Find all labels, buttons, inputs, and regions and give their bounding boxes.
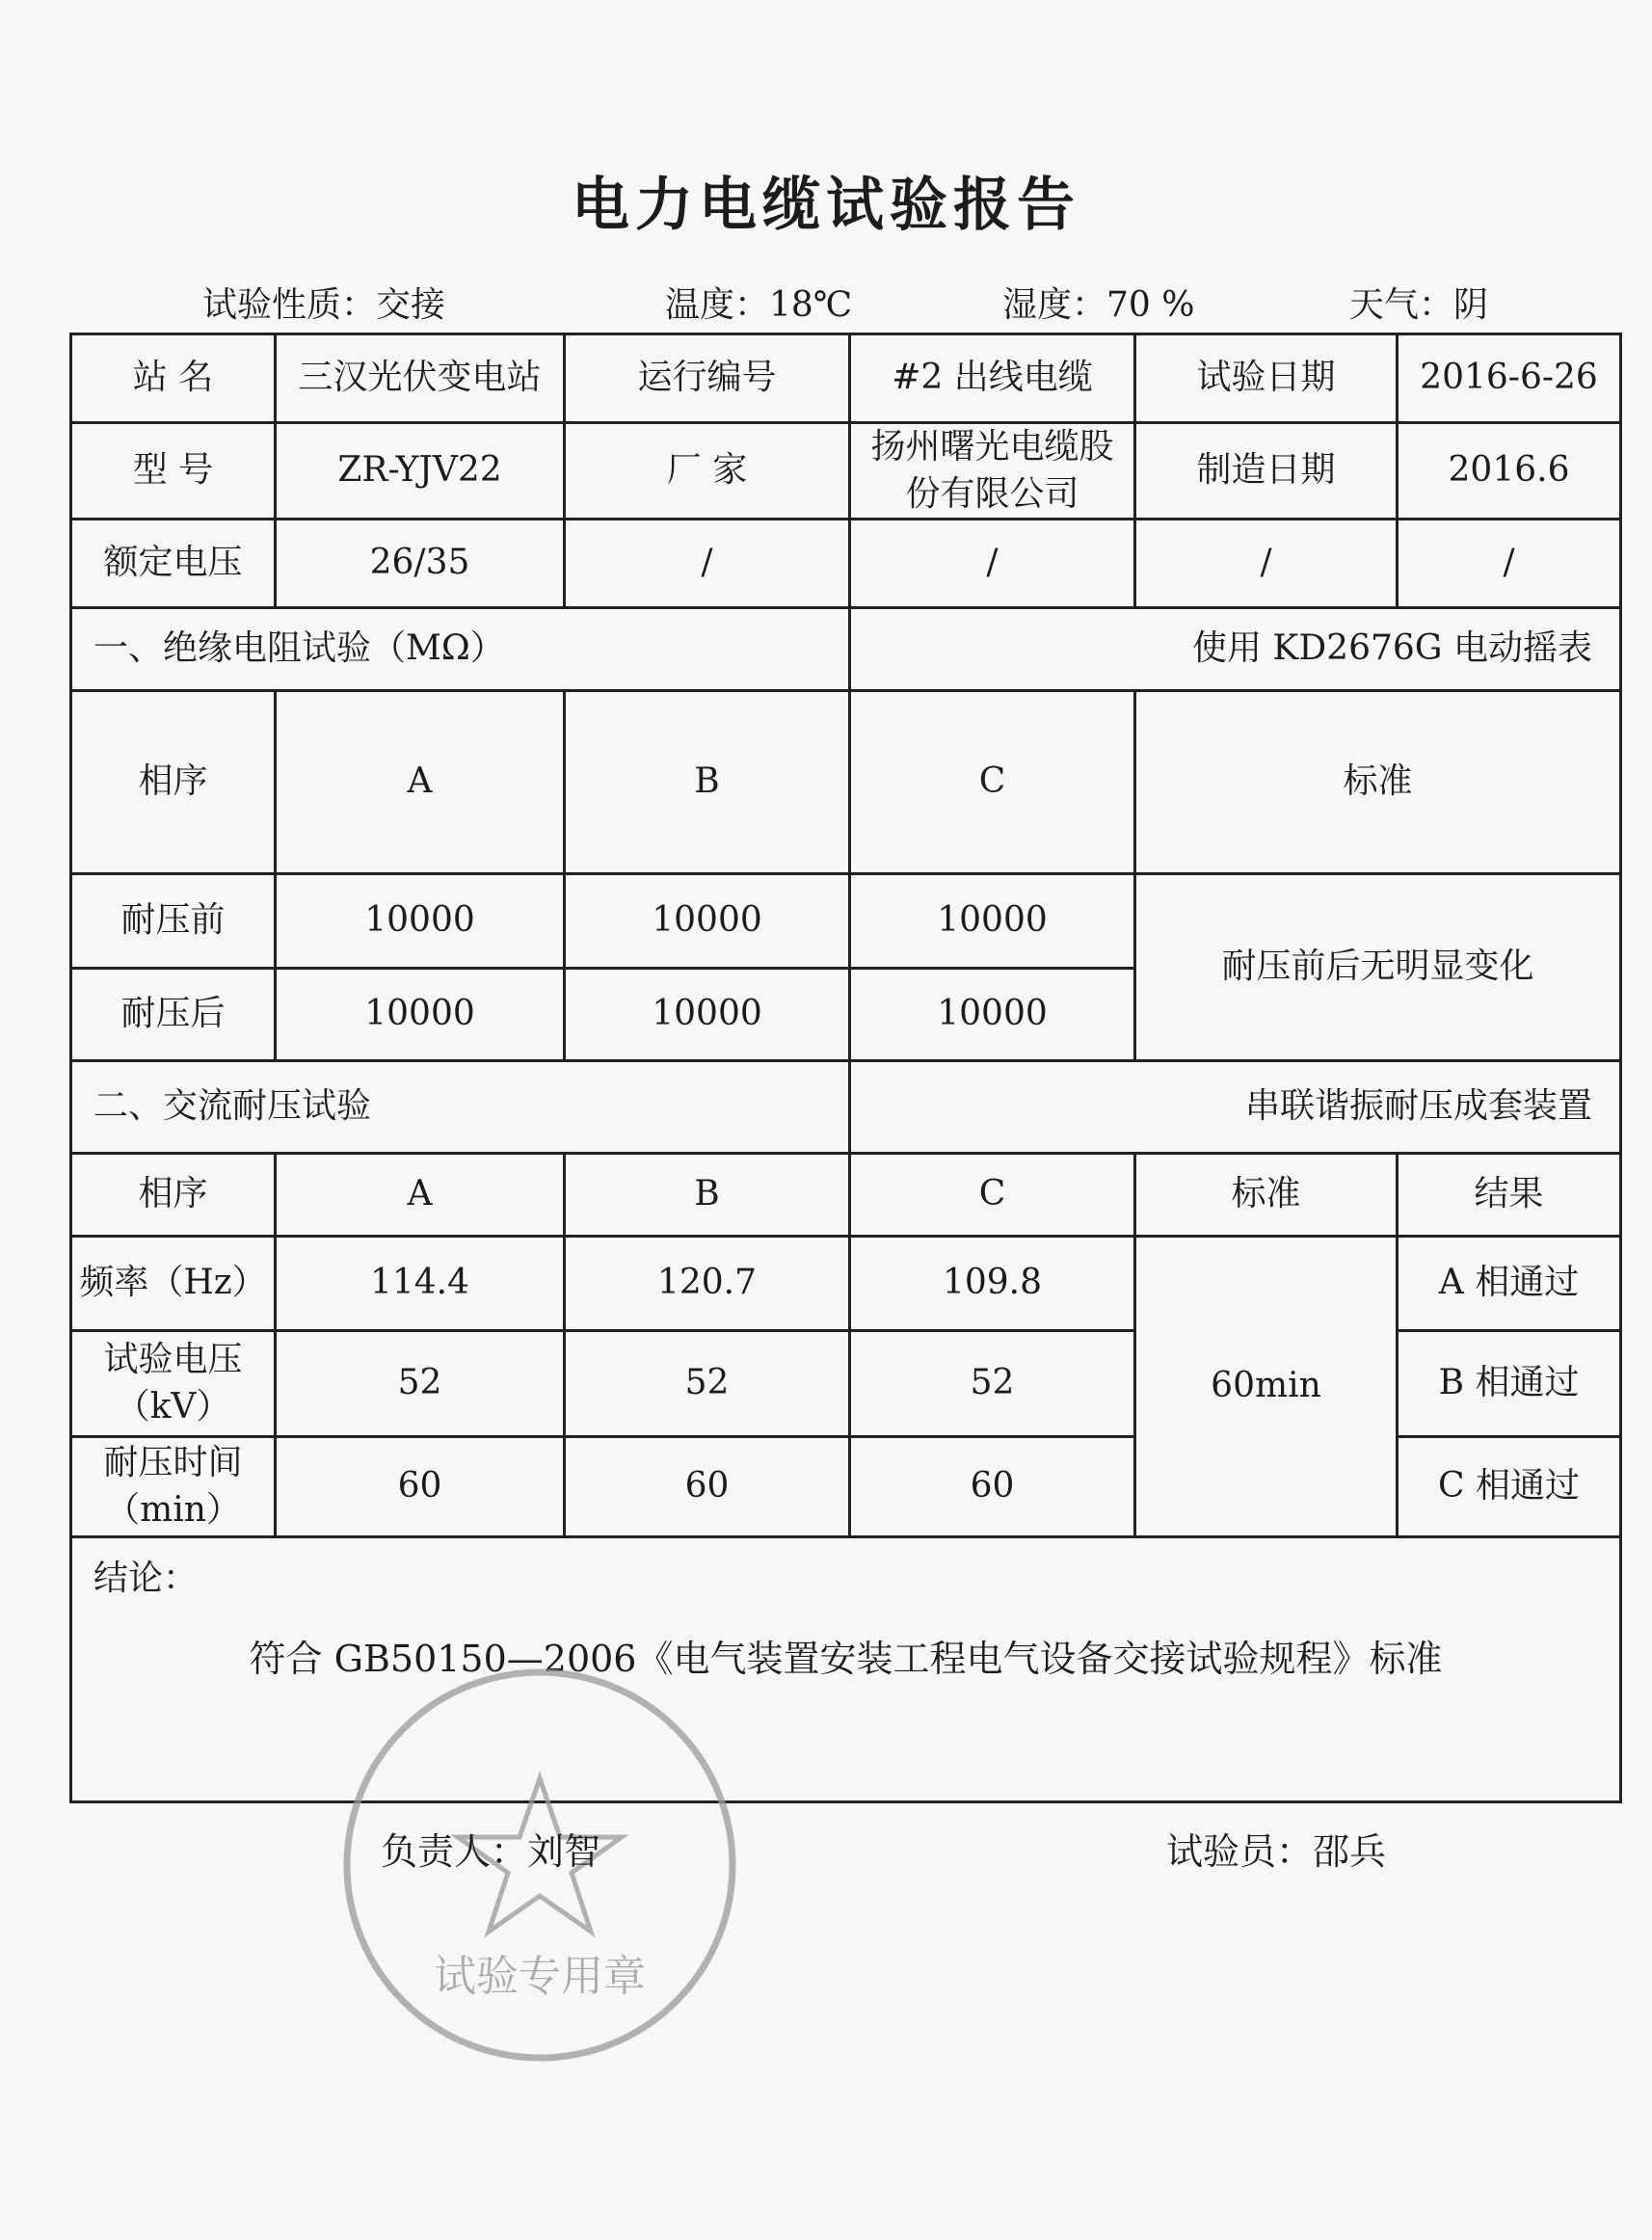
value-c: 52 [850,1331,1135,1437]
col-phase: 相序 [71,1154,276,1237]
model-label: 型 号 [71,423,276,520]
conclusion-cell [71,1537,1621,1802]
conclusion-row [71,1537,1621,1802]
section2-title: 二、交流耐压试验 [71,1061,850,1154]
station-value: 三汉光伏变电站 [276,334,565,423]
test-date-value: 2016-6-26 [1398,334,1621,423]
result-cell: A 相通过 [1398,1237,1621,1331]
blank-cell: / [1398,520,1621,608]
info-row-2 [71,423,1621,520]
row-label: 耐压后 [71,969,276,1061]
weather: 天气：阴 [1349,285,1489,325]
stamp-text: 试验专用章 [434,1952,646,2001]
value-a: 10000 [276,969,565,1061]
value-c: 60 [850,1437,1135,1537]
blank-cell: / [850,520,1135,608]
maker-label: 厂 家 [565,423,850,520]
blank-cell: / [1135,520,1398,608]
temperature: 温度：18℃ [665,285,853,325]
result-cell: C 相通过 [1398,1437,1621,1537]
col-c: C [850,1154,1135,1237]
col-standard: 标准 [1135,691,1621,874]
rated-value: 26/35 [276,520,565,608]
value-c: 109.8 [850,1237,1135,1331]
value-c: 10000 [850,874,1135,969]
row-label: 频率（Hz） [71,1237,276,1331]
mfg-date-value: 2016.6 [1398,423,1621,520]
blank-cell: / [565,520,850,608]
section2-columns-row [71,1154,1621,1237]
value-b: 52 [565,1331,850,1437]
station-label: 站 名 [71,334,276,423]
responsible-signature: 负责人：刘智 [381,1830,601,1873]
col-c: C [850,691,1135,874]
value-b: 60 [565,1437,850,1537]
section2-instrument: 串联谐振耐压成套装置 [850,1061,1621,1154]
report-table [69,333,1622,1803]
section1-columns-row [71,691,1621,874]
value-a: 10000 [276,874,565,969]
col-a: A [276,691,565,874]
section1-title: 一、绝缘电阻试验（MΩ） [71,608,850,691]
row-label: 试验电压（kV） [71,1331,276,1437]
test-date-label: 试验日期 [1135,334,1398,423]
value-b: 10000 [565,874,850,969]
table-row [71,1237,1621,1331]
rated-label: 额定电压 [71,520,276,608]
report-title: 电力电缆试验报告 [572,172,1080,239]
conclusion-label: 结论： [93,1559,199,1599]
col-standard: 标准 [1135,1154,1398,1237]
humidity: 湿度：70 % [1002,285,1195,325]
table-row [71,874,1621,969]
value-a: 52 [276,1331,565,1437]
col-b: B [565,691,850,874]
section1-standard: 耐压前后无明显变化 [1135,874,1621,1061]
value-b: 10000 [565,969,850,1061]
model-value: ZR-YJV22 [276,423,565,520]
conclusion-text: 符合 GB50150—2006《电气装置安装工程电气设备交接试验规程》标准 [249,1638,1443,1681]
section1-header-row [71,608,1621,691]
col-a: A [276,1154,565,1237]
row-label: 耐压时间（min） [71,1437,276,1537]
col-phase: 相序 [71,691,276,874]
row-label: 耐压前 [71,874,276,969]
run-no-value: #2 出线电缆 [850,334,1135,423]
value-c: 10000 [850,969,1135,1061]
info-row-1 [71,334,1621,423]
tester-signature: 试验员：邵兵 [1166,1830,1387,1873]
info-row-3 [71,520,1621,608]
value-a: 114.4 [276,1237,565,1331]
value-a: 60 [276,1437,565,1537]
section1-instrument: 使用 KD2676G 电动摇表 [850,608,1621,691]
maker-value: 扬州曙光电缆股份有限公司 [850,423,1135,520]
result-cell: B 相通过 [1398,1331,1621,1437]
run-no-label: 运行编号 [565,334,850,423]
test-nature: 试验性质：交接 [202,285,446,325]
col-result: 结果 [1398,1154,1621,1237]
mfg-date-label: 制造日期 [1135,423,1398,520]
value-b: 120.7 [565,1237,850,1331]
section2-standard: 60min [1135,1237,1398,1537]
col-b: B [565,1154,850,1237]
section2-header-row [71,1061,1621,1154]
